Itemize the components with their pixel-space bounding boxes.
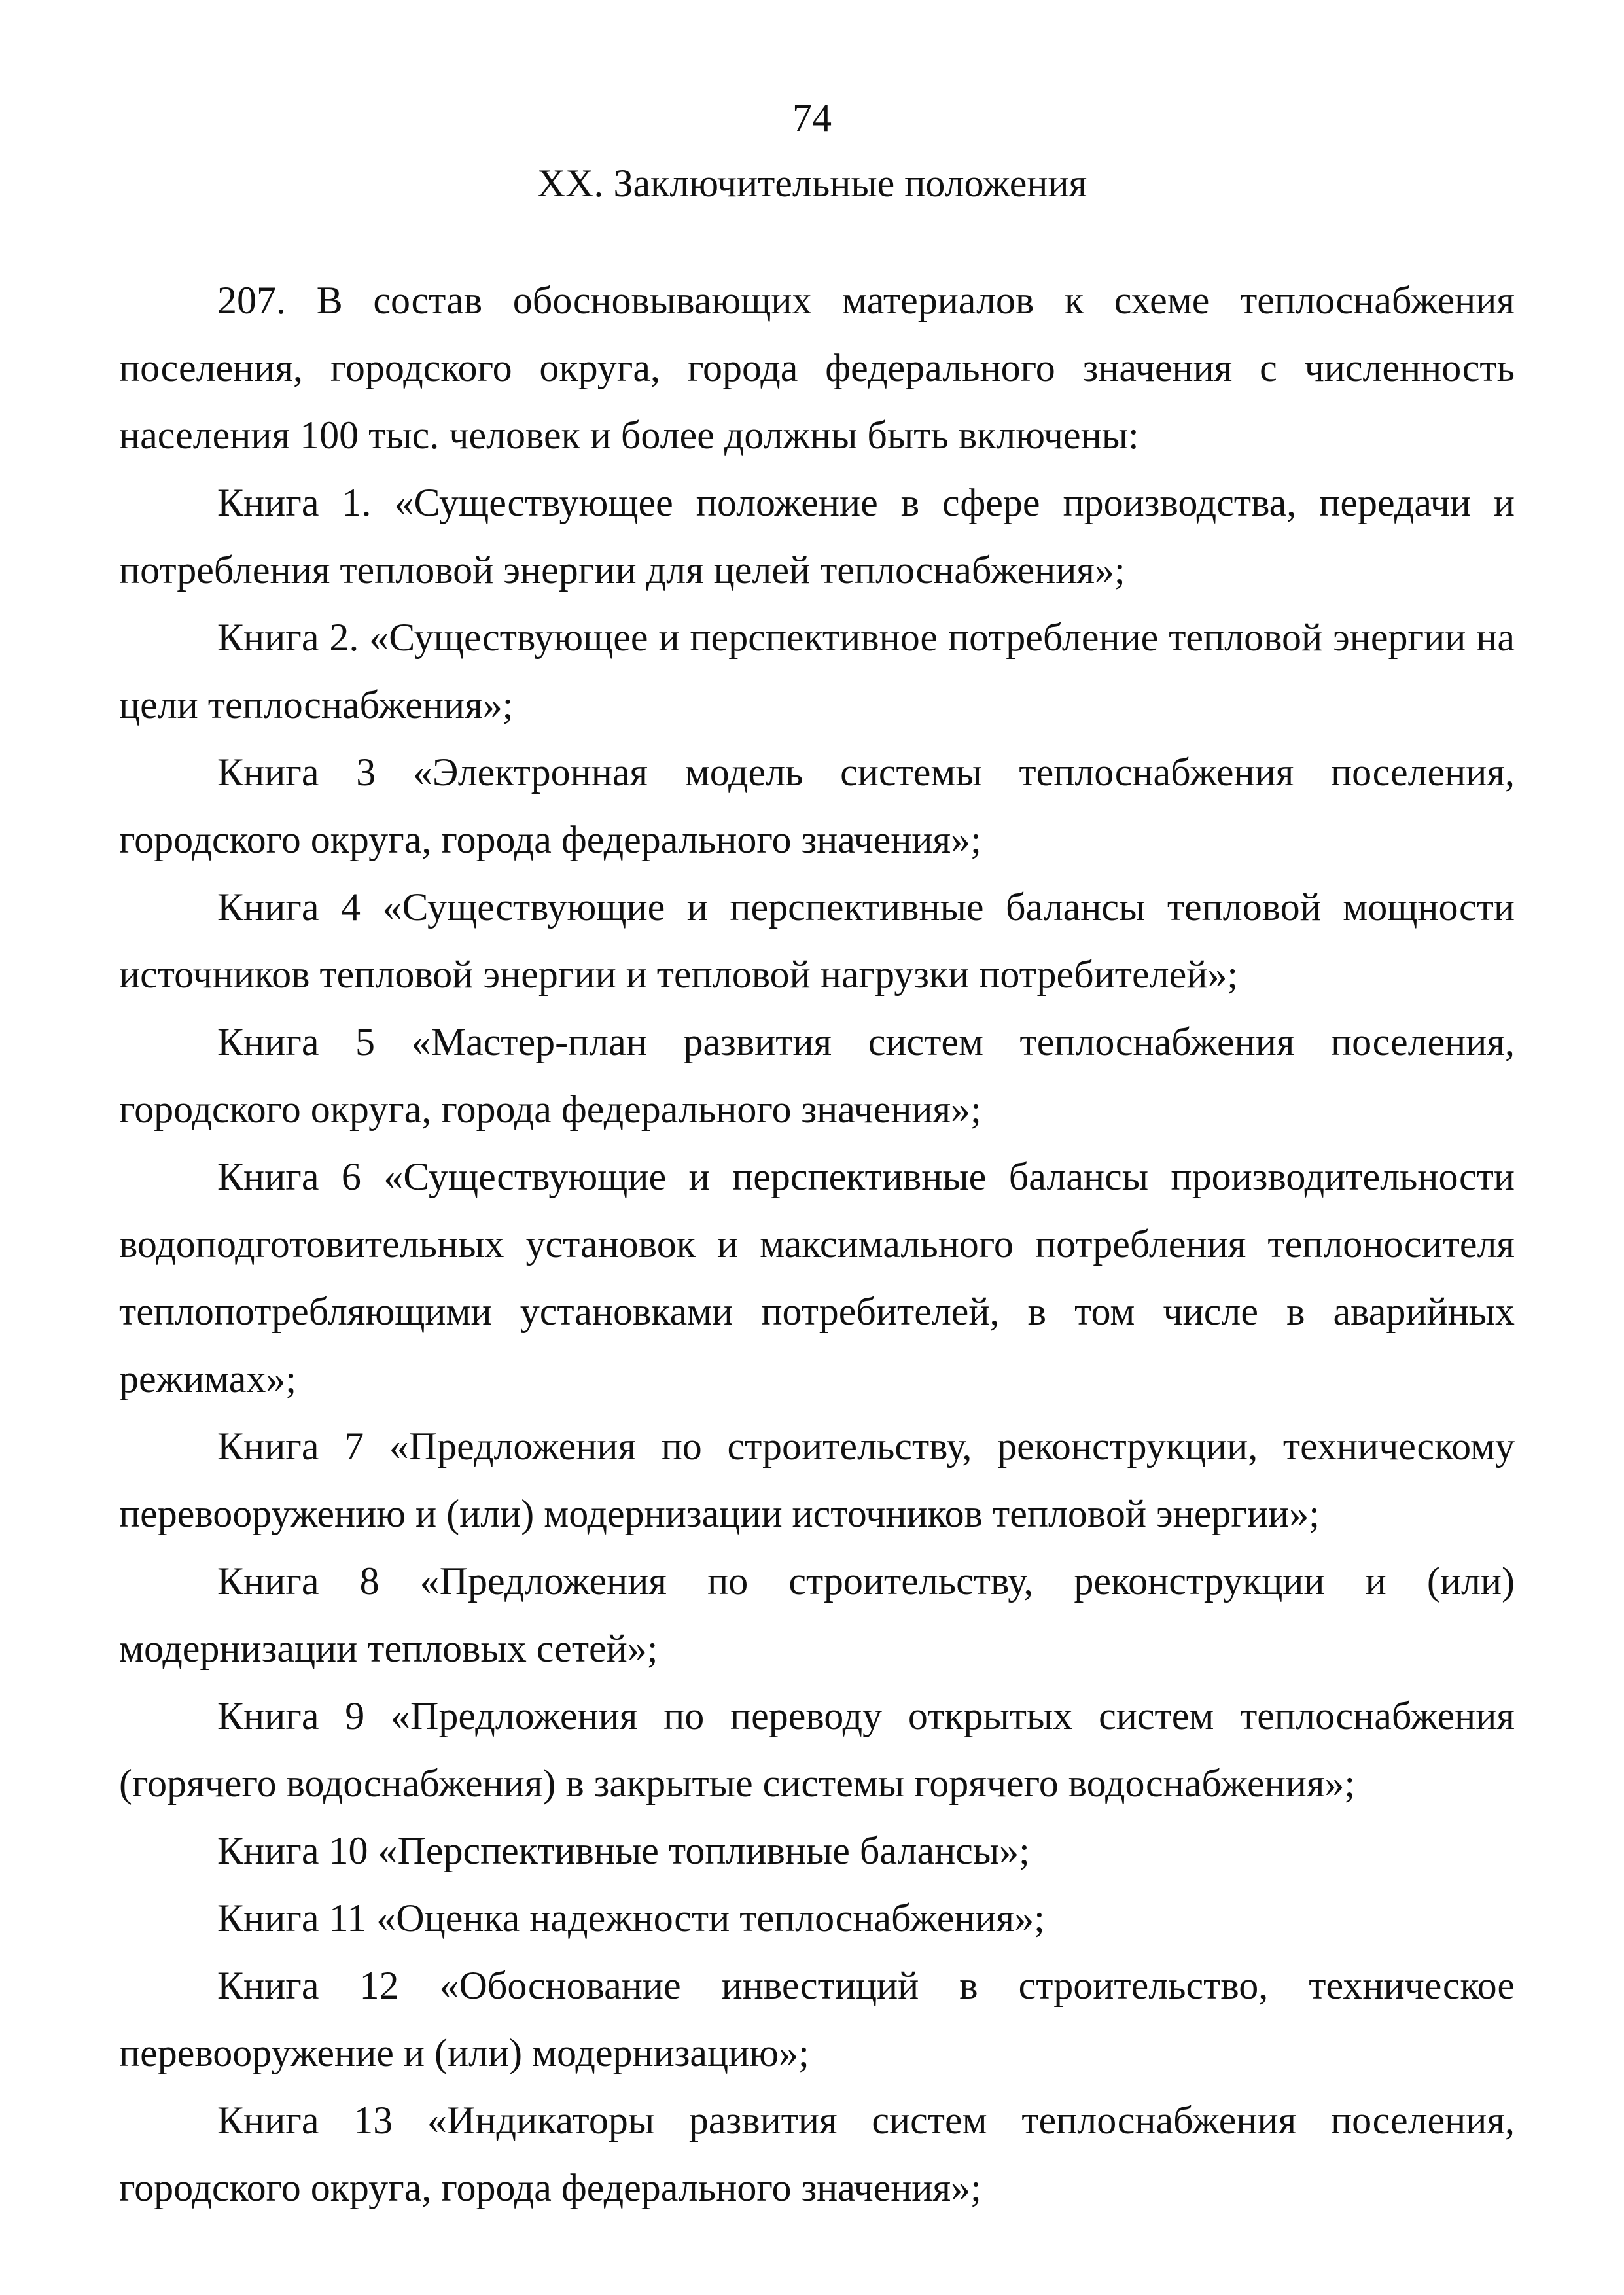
page-number: 74 <box>792 96 832 139</box>
paragraph-207: 207. В состав обосновывающих материалов к схеме теплоснабжения поселения, городского округа, города федерального значения с численность населения 100 тыс. человек и более должны быть включены: <box>119 279 1515 457</box>
paragraph-book-12: Книга 12 «Обоснование инвестиций в строительство, техническое перевооружение и (или) модернизацию»; <box>119 1964 1515 2074</box>
paragraph-book-5: Книга 5 «Мастер-план развития систем теплоснабжения поселения, городского округа, города федерального значения»; <box>119 1020 1515 1131</box>
paragraph-book-9: Книга 9 «Предложения по переводу открытых систем теплоснабжения (горячего водоснабжения) в закрытые системы горячего водоснабжения»; <box>119 1694 1515 1805</box>
paragraph-book-1: Книга 1. «Существующее положение в сфере производства, передачи и потребления тепловой энергии для целей теплоснабжения»; <box>119 481 1515 592</box>
paragraph-book-2: Книга 2. «Существующее и перспективное потребление тепловой энергии на цели теплоснабжения»; <box>119 616 1515 726</box>
paragraph-book-8: Книга 8 «Предложения по строительству, реконструкции и (или) модернизации тепловых сетей»; <box>119 1559 1515 1670</box>
paragraph-book-13: Книга 13 «Индикаторы развития систем теплоснабжения поселения, городского округа, города федерального значения»; <box>119 2099 1515 2209</box>
paragraph-book-7: Книга 7 «Предложения по строительству, реконструкции, техническому перевооружению и (или) модернизации источников тепловой энергии»; <box>119 1425 1515 1535</box>
paragraph-book-10: Книга 10 «Перспективные топливные балансы»; <box>217 1829 1030 1872</box>
section-title: XX. Заключительные положения <box>537 162 1087 205</box>
document-body <box>119 267 1515 2222</box>
paragraph-book-6: Книга 6 «Существующие и перспективные балансы производительности водоподготовительных установок и максимального потребления теплоносителя теплопотребляющими установками потребителей, в том числе в аварийных режимах»; <box>119 1155 1515 1400</box>
paragraph-book-11: Книга 11 «Оценка надежности теплоснабжения»; <box>217 1896 1045 1940</box>
paragraph-book-4: Книга 4 «Существующие и перспективные балансы тепловой мощности источников тепловой энергии и тепловой нагрузки потребителей»; <box>119 885 1515 996</box>
paragraph-book-3: Книга 3 «Электронная модель системы теплоснабжения поселения, городского округа, города федерального значения»; <box>119 751 1515 861</box>
